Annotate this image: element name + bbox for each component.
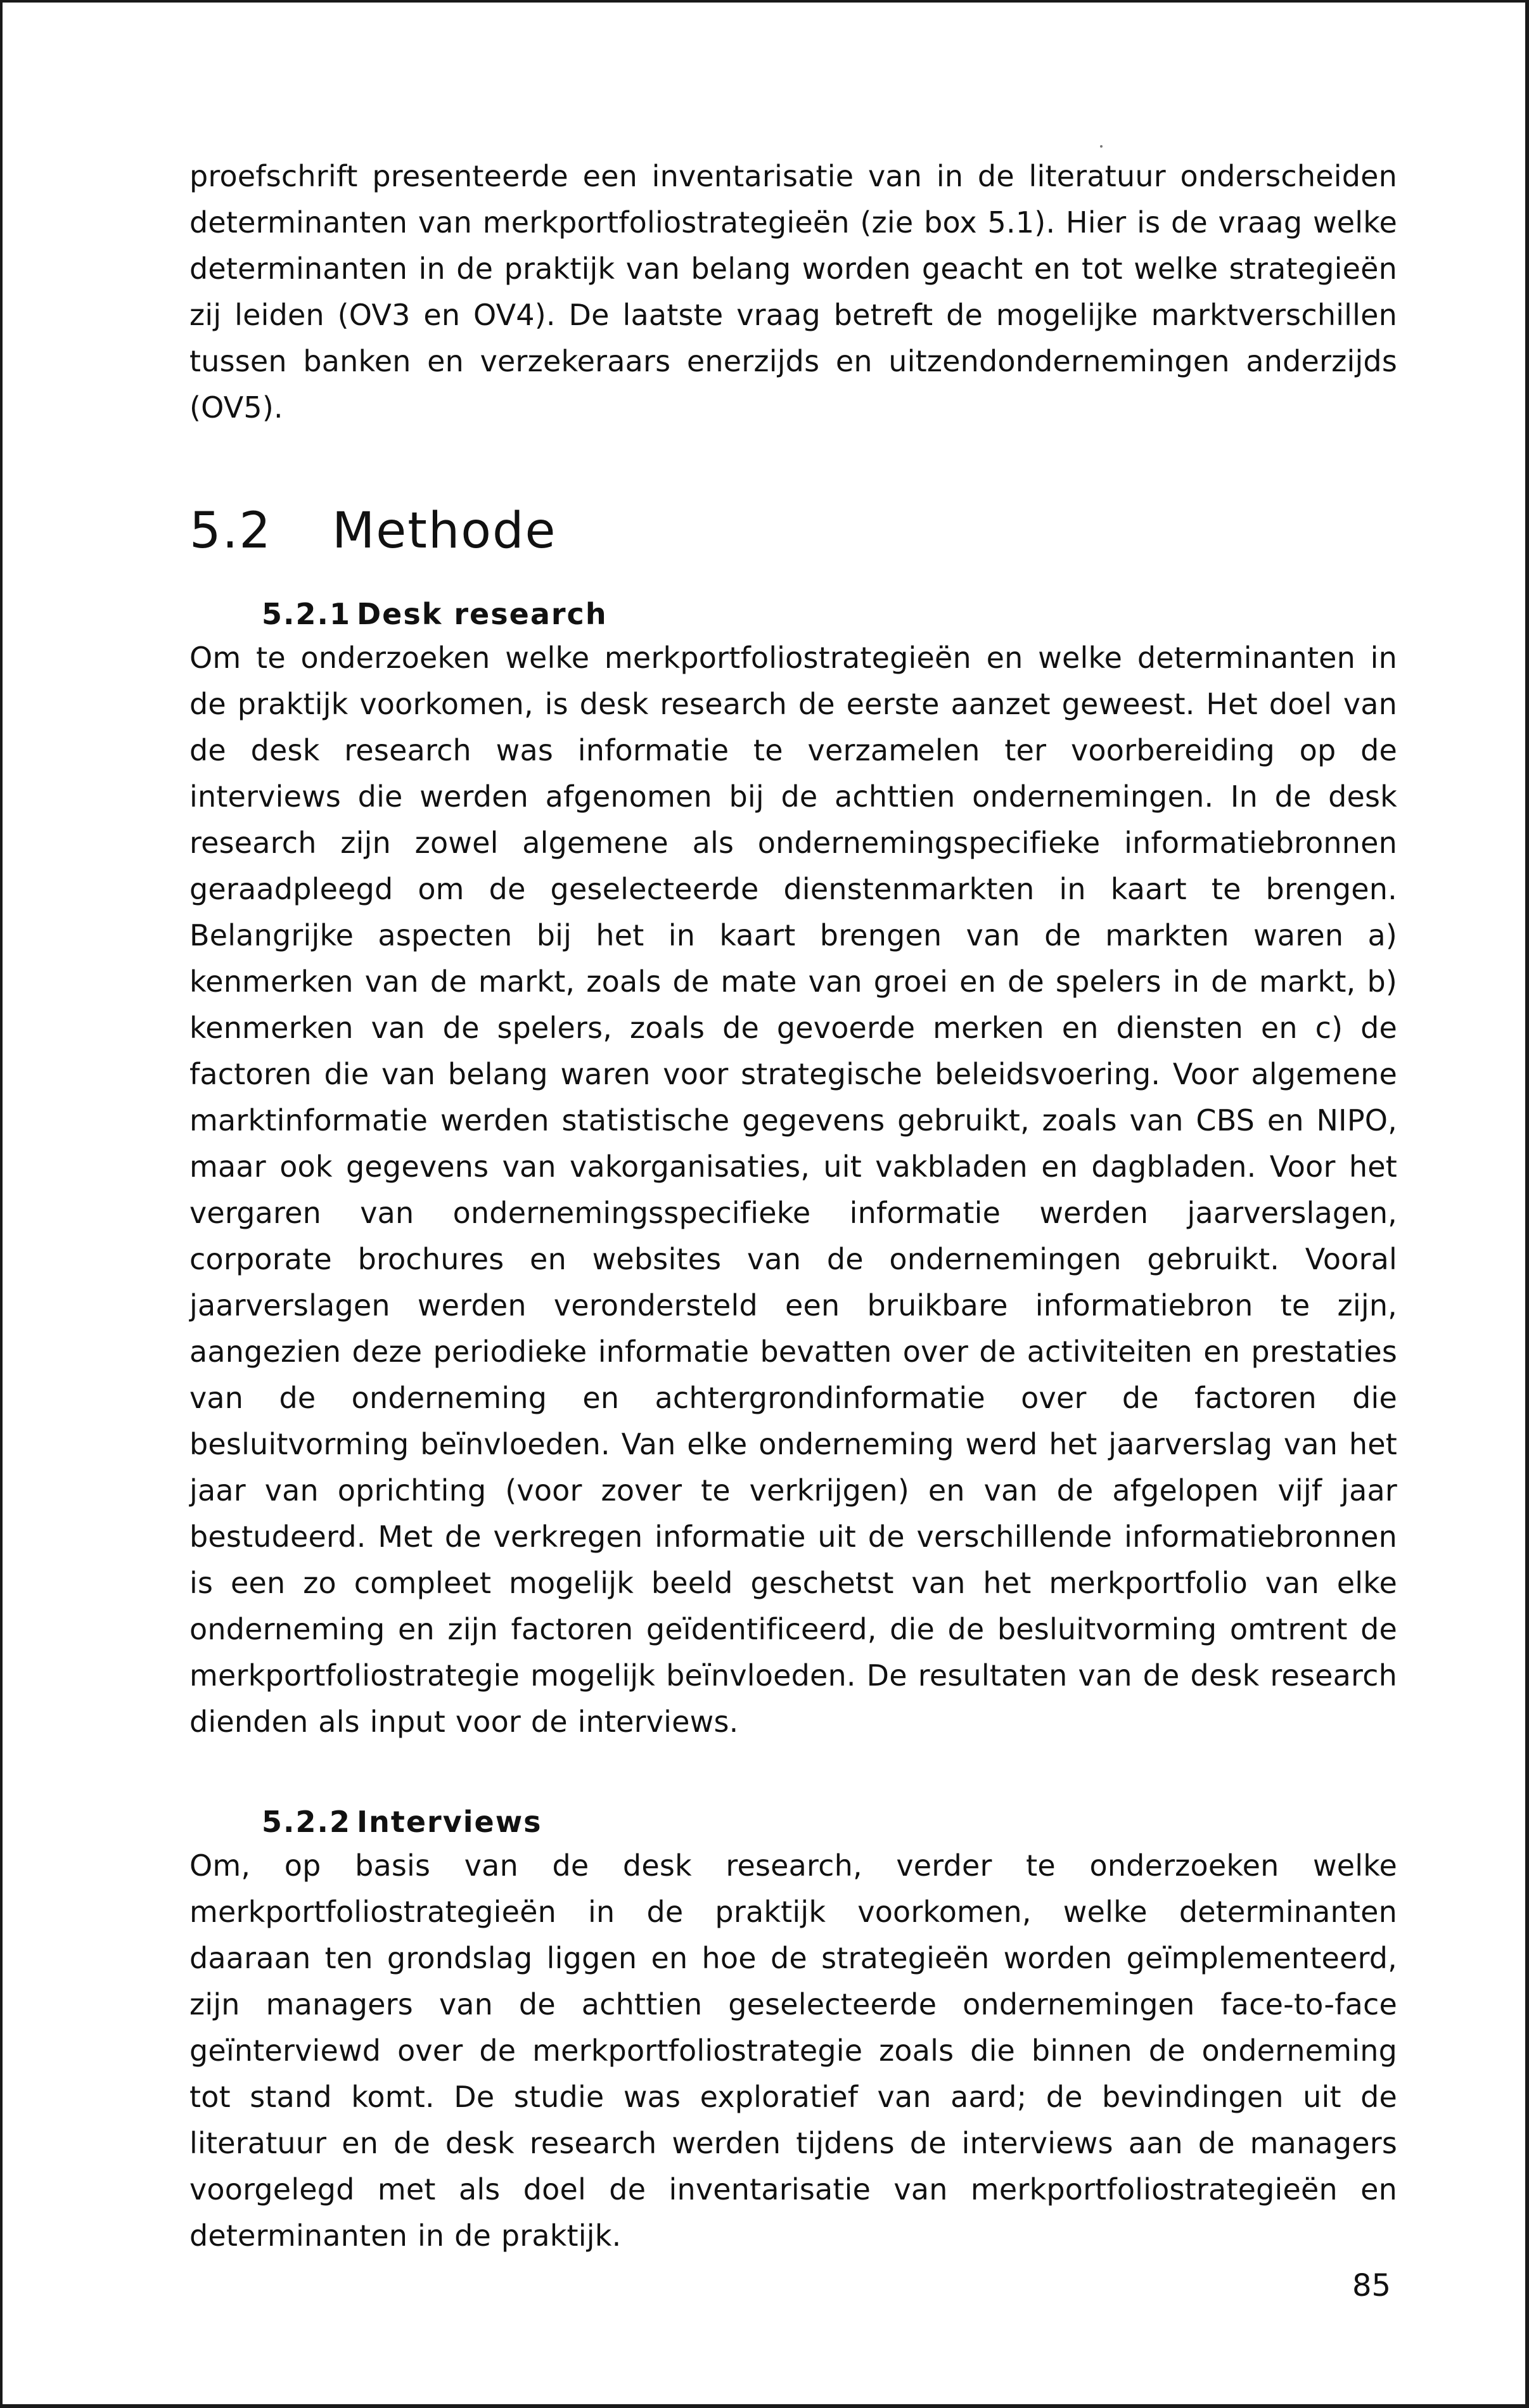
section-number: 5.2.2 <box>262 1805 351 1839</box>
interviews-paragraph: Om, op basis van de desk research, verder te onderzoeken welke merkportfoliostrategieën in de praktijk voorkomen, welke determinanten daaraan ten grondslag liggen en hoe de strategieën worden geïmplementeerd, zijn managers van de achttien geselecteerde ondernemingen face-to-face geïnterviewd over de merkportfoliostrategie zoals die binnen de onderneming tot stand komt. De studie was exploratief van aard; de bevindingen uit de literatuur en de desk research werden tijdens de interviews aan de managers voorgelegd met als doel de inventarisatie van merkportfoliostrategieën en determinanten in de praktijk. <box>189 1848 1397 2253</box>
page-content <box>189 153 1397 2259</box>
chapter-title: Methode <box>332 503 557 560</box>
desk-research-paragraph: Om te onderzoeken welke merkportfoliostrategieën en welke determinanten in de praktijk voorkomen, is desk research de eerste aanzet geweest. Het doel van de desk research was informatie te verzamelen ter voorbereiding op de interviews die werden afgenomen bij de achttien ondernemingen. In de desk research zijn zowel algemene als ondernemingspecifieke informatiebronnen geraadpleegd om de geselecteerde dienstenmarkten in kaart te brengen. Belangrijke aspecten bij het in kaart brengen van de markten waren a) kenmerken van de markt, zoals de mate van groei en de spelers in de markt, b) kenmerken van de spelers, zoals de gevoerde merken en diensten en c) de factoren die van belang waren voor strategische beleidsvoering. Voor algemene marktinformatie werden statistische gegevens gebruikt, zoals van CBS en NIPO, maar ook gegevens van vakorganisaties, uit vakbladen en dagbladen. Voor het vergaren van ondernemingsspecifieke informatie werden jaarverslagen, corporate brochures en websites van de ondernemingen gebruikt. Vooral jaarverslagen werden verondersteld een bruikbare informatiebron te zijn, aangezien deze periodieke informatie bevatten over de activiteiten en prestaties van de onderneming en achtergrondinformatie over de factoren die besluitvorming beïnvloeden. Van elke onderneming werd het jaarverslag van het jaar van oprichting (voor zover te verkrijgen) en van de afgelopen vijf jaar bestudeerd. Met de verkregen informatie uit de verschillende informatiebronnen is een zo compleet mogelijk beeld geschetst van het merkportfolio van elke onderneming en zijn factoren geïdentificeerd, die de besluitvorming omtrent de merkportfoliostrategie mogelijk beïnvloeden. De resultaten van de desk research dienden als input voor de interviews. <box>189 641 1397 1739</box>
page-number: 85 <box>1352 2268 1391 2303</box>
section-title: Interviews <box>357 1805 542 1839</box>
section-title: Desk research <box>357 597 608 631</box>
section-number: 5.2.1 <box>262 597 351 631</box>
scan-speck <box>1100 145 1103 148</box>
chapter-number: 5.2 <box>189 503 272 560</box>
intro-paragraph: proefschrift presenteerde een inventarisatie van in de literatuur onderscheiden determinanten van merkportfoliostrategieën (zie box 5.1). Hier is de vraag welke determinanten in de praktijk van belang worden geacht en tot welke strategieën zij leiden (OV3 en OV4). De laatste vraag betreft de mogelijke marktverschillen tussen banken en verzekeraars enerzijds en uitzendondernemingen anderzijds (OV5). <box>189 159 1397 425</box>
section-heading-interviews <box>262 1802 1397 1841</box>
chapter-heading <box>189 503 1397 560</box>
section-heading-desk-research <box>262 594 1397 634</box>
